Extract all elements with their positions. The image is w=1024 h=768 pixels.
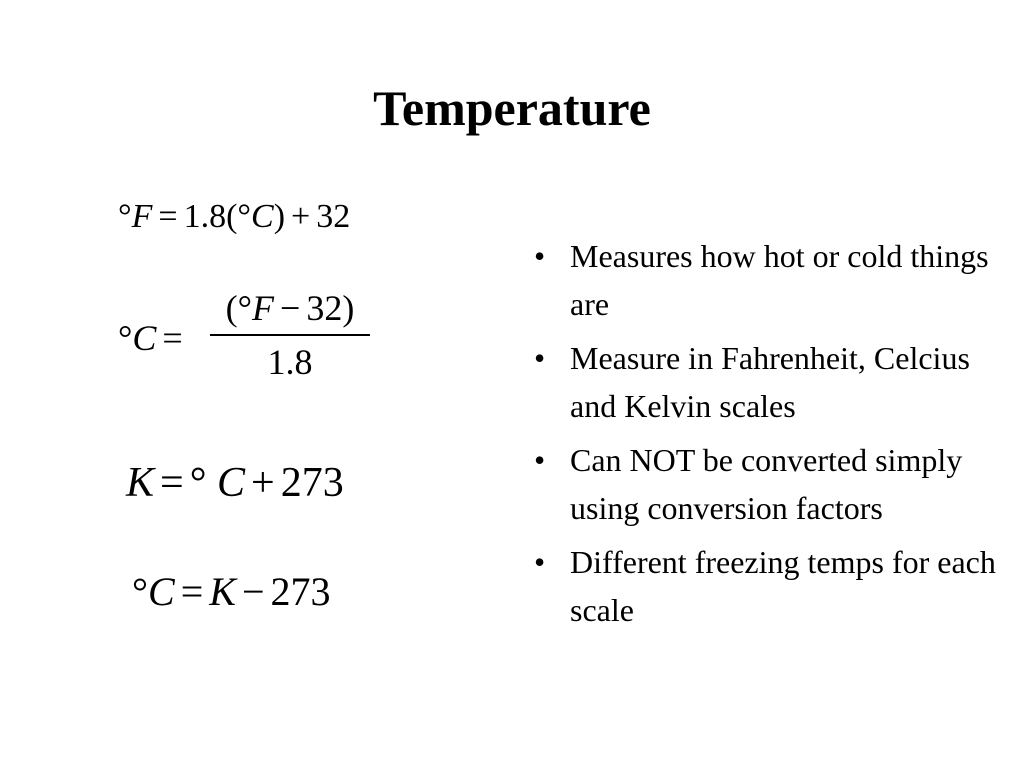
degree-symbol: °: [118, 318, 133, 358]
variable-k: K: [209, 569, 236, 614]
bullet-icon: •: [534, 442, 546, 478]
fraction: [210, 290, 370, 380]
equals-sign: =: [162, 318, 183, 358]
open-paren: (: [225, 288, 238, 328]
bullet-item: [530, 436, 1000, 532]
equals-sign: =: [180, 569, 204, 614]
bullet-icon: •: [534, 238, 546, 274]
minus-sign: −: [241, 569, 265, 614]
constant: 32: [316, 198, 351, 235]
constant: 32): [306, 288, 355, 328]
variable-f: F: [252, 288, 275, 328]
degree-symbol: °: [132, 569, 148, 614]
bullet-text: Can NOT be converted simply using conversion factors: [570, 442, 963, 526]
variable-c: C: [251, 198, 274, 235]
variable-f: F: [131, 198, 153, 235]
constant: 273: [270, 569, 331, 614]
close-paren: ): [273, 198, 286, 235]
degree-symbol: °: [237, 198, 252, 235]
variable-c: C: [132, 318, 157, 358]
constant: 273: [280, 460, 344, 506]
bullet-text: Measure in Fahrenheit, Celcius and Kelvin scales: [570, 340, 970, 424]
bullet-text: Different freezing temps for each scale: [570, 544, 996, 628]
bullet-text: Measures how hot or cold things are: [570, 238, 989, 322]
variable-c: C: [148, 569, 175, 614]
equation-kelvin-from-celsius: [126, 462, 344, 504]
bullet-icon: •: [534, 544, 546, 580]
slide-title: Temperature: [373, 80, 651, 136]
numerator: [210, 290, 370, 332]
equals-sign: =: [160, 460, 184, 506]
coefficient: 1.8(: [183, 198, 238, 235]
denominator: 1.8: [267, 342, 313, 382]
degree-symbol: °: [189, 460, 207, 506]
bullet-item: [530, 334, 1000, 430]
bullet-icon: •: [534, 340, 546, 376]
equation-fahrenheit-from-celsius: [118, 200, 350, 234]
degree-symbol: °: [118, 198, 132, 235]
minus-sign: −: [280, 288, 301, 328]
variable-k: K: [126, 460, 155, 506]
plus-sign: +: [251, 460, 275, 506]
bullet-item: [530, 232, 1000, 328]
bullet-list: [530, 232, 1000, 640]
degree-symbol: °: [237, 288, 253, 328]
equation-lhs: [118, 320, 189, 356]
variable-c: C: [217, 460, 246, 506]
equation-celsius-from-kelvin: [132, 569, 331, 614]
bullet-item: [530, 538, 1000, 634]
plus-sign: +: [291, 198, 311, 235]
fraction-bar: [210, 334, 370, 336]
equals-sign: =: [158, 198, 178, 235]
